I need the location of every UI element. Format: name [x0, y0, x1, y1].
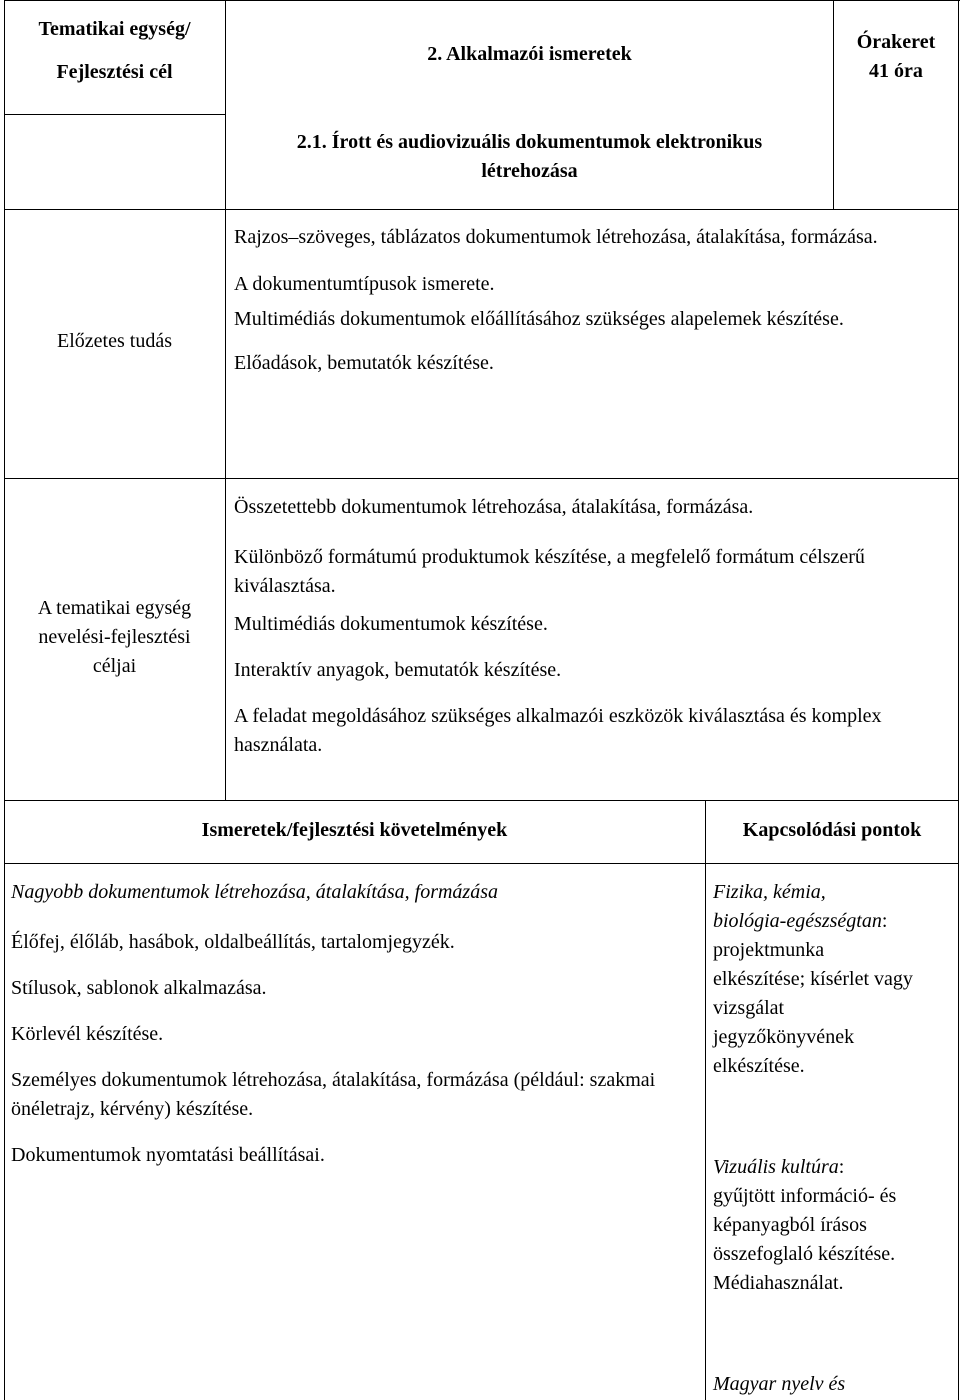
connections-block-science: Fizika, kémia, biológia-egészségtan: projektmunka elkészítése; kísérlet vagy vizsgálat jegyzőkönyvének elkészítése.	[713, 878, 955, 1081]
rule-header-left	[4, 114, 225, 115]
subtitle-line2: létrehozása	[481, 160, 578, 182]
requirement-item: Élőfej, élőláb, hasábok, oldalbeállítás, tartalomjegyzék.	[11, 931, 455, 953]
goal-item: Interaktív anyagok, bemutatók készítése.	[234, 659, 562, 681]
goal-item: Különböző formátumú produktumok készítése, a megfelelő formátum célszerű kiválasztása.	[234, 546, 865, 597]
rule-subtitle-bottom	[4, 209, 958, 210]
goals-label-line3: céljai	[92, 655, 137, 677]
hours-label: Órakeret	[856, 31, 936, 53]
requirement-item: Dokumentumok nyomtatási beállításai.	[11, 1144, 325, 1166]
table-border-left	[4, 0, 5, 1400]
subtitle	[226, 128, 833, 186]
rule-label-column	[225, 0, 226, 800]
subtitle-line1: 2.1. Írott és audiovizuális dokumentumok elektronikus	[296, 131, 763, 153]
connection-text: gyűjtött információ- és képanyagból írásos összefoglaló készítése. Médiahasználat.	[713, 1185, 897, 1294]
goals-label-line2: nevelési-fejlesztési	[38, 626, 191, 648]
table-border-top	[4, 0, 960, 1]
hours-box	[834, 28, 958, 86]
rule-prior-bottom	[4, 478, 958, 479]
requirement-item: Körlevél készítése.	[11, 1023, 164, 1045]
prior-knowledge-label: Előzetes tudás	[57, 330, 172, 352]
requirements-header: Ismeretek/fejlesztési követelmények	[201, 819, 508, 841]
rule-section-header-bottom	[4, 863, 958, 864]
goal-item: Összetettebb dokumentumok létrehozása, átalakítása, formázása.	[234, 496, 754, 518]
prior-item: Multimédiás dokumentumok előállításához szükséges alapelemek készítése.	[234, 308, 844, 330]
requirement-item: Személyes dokumentumok létrehozása, átalakítása, formázása (például: szakmai önéletrajz, kérvény) készítése.	[11, 1069, 656, 1120]
prior-item: Rajzos–szöveges, táblázatos dokumentumok létrehozása, átalakítása, formázása.	[234, 226, 878, 248]
rule-connections-column	[705, 800, 706, 1400]
goal-item: Multimédiás dokumentumok készítése.	[234, 613, 548, 635]
connection-subject: Fizika, kémia,	[713, 881, 826, 903]
requirements-heading: Nagyobb dokumentumok létrehozása, átalakítása, formázása	[11, 881, 499, 903]
goals-label	[4, 594, 225, 681]
goals-label-line1: A tematikai egység	[37, 597, 192, 619]
connection-subject: Vizuális kultúra	[713, 1156, 839, 1178]
connection-subject: biológia-egészségtan	[713, 910, 882, 932]
prior-item: A dokumentumtípusok ismerete.	[234, 273, 495, 295]
theme-label-line2: Fejlesztési cél	[56, 61, 173, 83]
rule-goals-bottom	[4, 800, 958, 801]
requirement-item: Stílusok, sablonok alkalmazása.	[11, 977, 267, 999]
table-border-right	[958, 0, 959, 1400]
goal-item: A feladat megoldásához szükséges alkalmazói eszközök kiválasztása és komplex használata.	[234, 705, 882, 756]
connection-subject: Magyar nyelv és	[713, 1373, 846, 1395]
hours-value: 41 óra	[869, 60, 923, 82]
prior-knowledge-list	[234, 223, 924, 378]
page-title: 2. Alkalmazói ismeretek	[427, 43, 632, 65]
connections-block-visual: Vizuális kultúra: gyűjtött információ- és képanyagból írásos összefoglaló készítése. Médiahasználat.	[713, 1153, 955, 1298]
theme-label	[4, 15, 225, 87]
theme-label-line1: Tematikai egység/	[38, 18, 191, 40]
goals-list	[234, 493, 949, 760]
requirements-body	[11, 878, 699, 1170]
prior-item: Előadások, bemutatók készítése.	[234, 352, 494, 374]
connections-header: Kapcsolódási pontok	[742, 819, 922, 841]
connection-text: projektmunka elkészítése; kísérlet vagy vizsgálat jegyzőkönyvének elkészítése.	[713, 939, 913, 1077]
